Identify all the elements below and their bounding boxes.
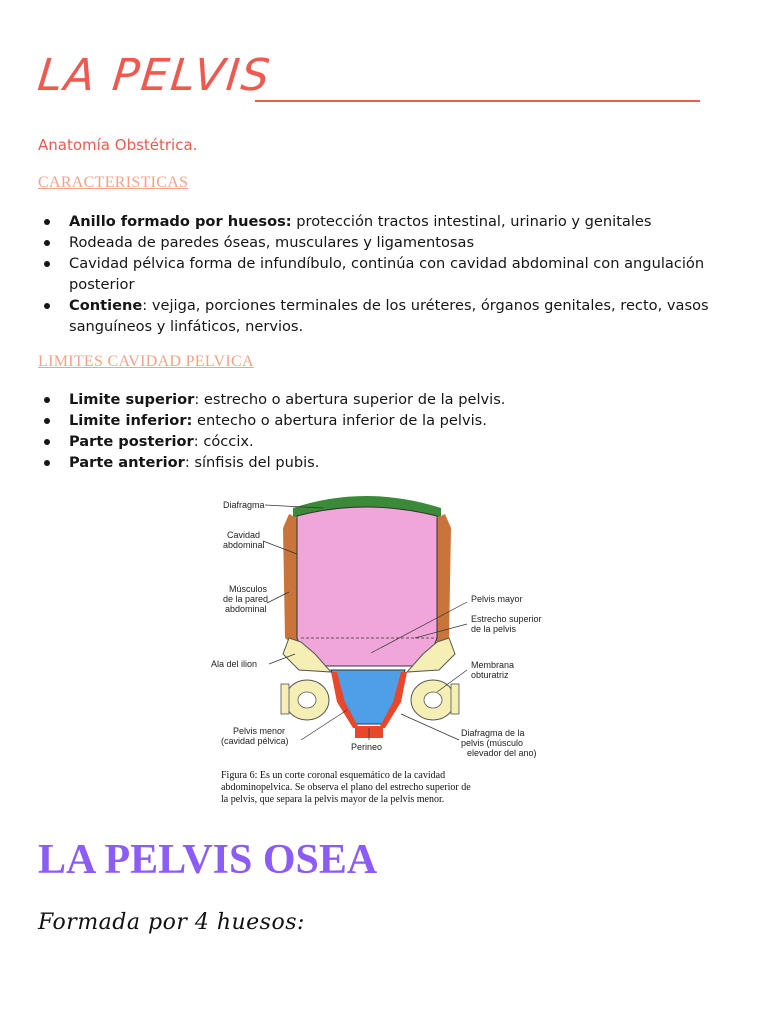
list-item (38, 431, 738, 452)
section-heading-caracteristicas: CARACTERISTICAS (38, 174, 189, 191)
list-item-bold: Anillo formado por huesos: (69, 213, 292, 230)
abdominal-cavity (297, 507, 437, 666)
limites-list (38, 389, 738, 473)
label-pelvis-menor-1: Pelvis menor (233, 726, 286, 736)
label-cavidad-2: abdominal (223, 540, 265, 550)
page-title: LA PELVIS (35, 50, 274, 101)
list-item (38, 452, 738, 473)
list-item (38, 232, 738, 253)
label-estrecho-1: Estrecho superior (471, 614, 542, 624)
figure-caption-line: Figura 6: Es un corte coronal esquemático de la cavidad (221, 770, 446, 781)
label-musculos-3: abdominal (225, 604, 267, 614)
label-diafragma: Diafragma (223, 500, 265, 510)
list-item (38, 295, 738, 337)
label-diafragma-pelvis-3: elevador del ano) (467, 748, 537, 758)
left-femur-head (281, 684, 289, 714)
list-item-bold: Limite inferior: (69, 412, 193, 429)
left-obturator-foramen (298, 692, 316, 708)
label-ala-ilion: Ala del ilion (211, 659, 258, 669)
page-subtitle: Anatomía Obstétrica. (38, 136, 198, 154)
pelvis-diagram (205, 488, 555, 813)
label-musculos-2: de la pared (223, 594, 269, 604)
label-pelvis-menor-2: (cavidad pélvica) (221, 736, 289, 746)
pelvis-osea-intro: Formada por 4 huesos: (38, 910, 305, 935)
caracteristicas-list (38, 211, 738, 337)
list-item-bold: Parte posterior (69, 433, 194, 450)
label-diafragma-pelvis-2: pelvis (músculo (461, 738, 524, 748)
figure-caption-line: abdominopelvica. Se observa el plano del estrecho superior de (221, 782, 471, 793)
list-item-text: : sínfisis del pubis. (184, 454, 320, 471)
label-estrecho-2: de la pelvis (471, 624, 517, 634)
list-item-text: Rodeada de paredes óseas, musculares y ligamentosas (69, 234, 475, 251)
pelvis-diagram-figure (205, 488, 555, 813)
right-femur-head (451, 684, 459, 714)
list-item-text: : cóccix. (193, 433, 254, 450)
figure-caption-line: la pelvis, que separa la pelvis mayor de la pelvis menor. (221, 794, 445, 805)
label-membrana-2: obturatriz (471, 670, 509, 680)
list-item-text: : estrecho o abertura superior de la pelvis. (194, 391, 506, 408)
list-item-bold: Limite superior (69, 391, 195, 408)
list-item (38, 253, 738, 295)
label-pelvis-mayor: Pelvis mayor (471, 594, 523, 604)
list-item (38, 410, 738, 431)
list-item-bold: Contiene (69, 297, 143, 314)
list-item-text: protección tractos intestinal, urinario y genitales (291, 213, 652, 230)
section-heading-limites: LIMITES CAVIDAD PELVICA (38, 353, 254, 370)
right-obturator-foramen (424, 692, 442, 708)
list-item (38, 211, 738, 232)
label-musculos-1: Músculos (229, 584, 268, 594)
label-cavidad-1: Cavidad (227, 530, 261, 540)
label-perineo: Perineo (351, 742, 383, 752)
list-item-bold: Parte anterior (69, 454, 185, 471)
list-item-text: Cavidad pélvica forma de infundíbulo, continúa con cavidad abdominal con angulación posterior (69, 255, 705, 293)
label-diafragma-pelvis-1: Diafragma de la (461, 728, 525, 738)
list-item-text: entecho o abertura inferior de la pelvis. (192, 412, 487, 429)
title-underline (255, 100, 700, 102)
section-heading-pelvis-osea: LA PELVIS OSEA (38, 837, 378, 883)
label-membrana-1: Membrana (471, 660, 515, 670)
list-item-text: : vejiga, porciones terminales de los uréteres, órganos genitales, recto, vasos sanguíneos y linfáticos, nervios. (69, 297, 709, 335)
list-item (38, 389, 738, 410)
